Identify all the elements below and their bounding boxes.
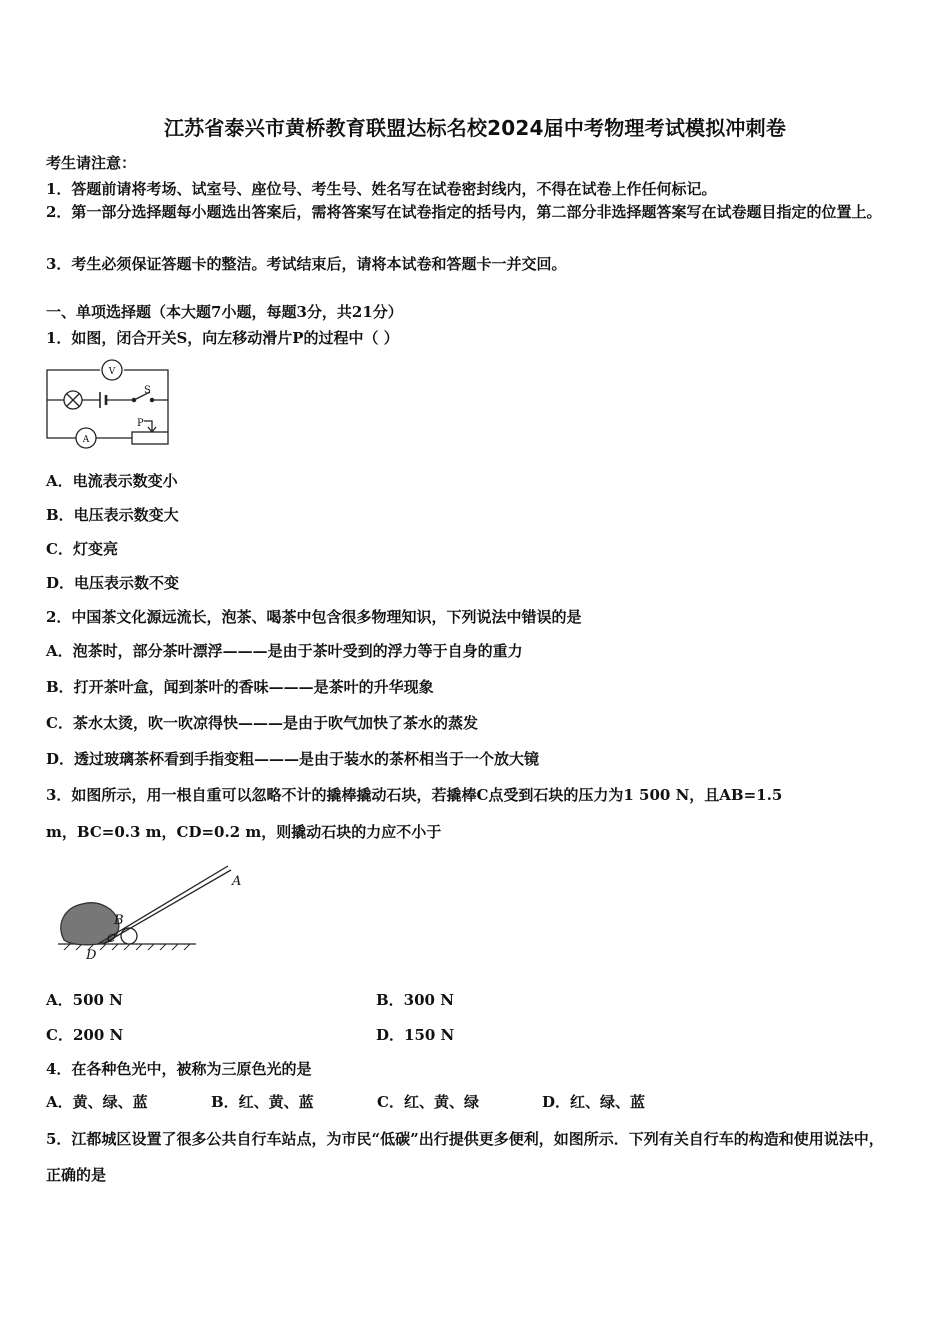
point-b-label: B — [114, 913, 124, 928]
lever-bar — [98, 866, 228, 944]
option-d: D．红、绿、蓝 — [542, 1093, 646, 1111]
option-d: D．电压表示数不变 — [46, 574, 180, 592]
switch-label: S — [144, 385, 151, 396]
notice-item: 1．答题前请将考场、试室号、座位号、考生号、姓名写在试卷密封线内，不得在试卷上作任何标记。 — [46, 180, 717, 198]
point-c-label: C — [107, 932, 116, 945]
option-c: C．200 N — [46, 1026, 124, 1044]
question-stem: 5．江都城区设置了很多公共自行车站点，为市民“低碳”出行提供更多便利，如图所示．下列有关自行车的构造和使用说法中，正确的是 — [46, 1130, 884, 1184]
question-stem: 2．中国茶文化源远流长，泡茶、喝茶中包含很多物理知识，下列说法中错误的是 — [46, 608, 582, 626]
option-d: D．透过玻璃茶杯看到手指变粗———是由于装水的茶杯相当于一个放大镜 — [46, 750, 540, 768]
option-a: A．泡茶时，部分茶叶漂浮———是由于茶叶受到的浮力等于自身的重力 — [46, 642, 523, 660]
option-b: B．电压表示数变大 — [46, 506, 179, 524]
circuit-diagram — [44, 358, 174, 450]
rheostat-icon — [132, 432, 168, 444]
ammeter-label: A — [82, 435, 90, 445]
option-d: D．150 N — [376, 1026, 455, 1044]
notice-item: 3．考生必须保证答题卡的整洁。考试结束后，请将本试卷和答题卡一并交回。 — [46, 255, 567, 273]
option-b: B．300 N — [376, 991, 454, 1009]
question-stem: 3．如图所示，用一根自重可以忽略不计的撬棒撬动石块，若撬棒C点受到石块的压力为1 500 N，且AB=1.5 — [46, 786, 783, 804]
option-c: C．茶水太烫，吹一吹凉得快———是由于吹气加快了茶水的蒸发 — [46, 714, 478, 732]
notice-item: 2．第一部分选择题每小题选出答案后，需将答案写在试卷指定的括号内，第二部分非选择题答案写在试卷题目指定的位置上。 — [46, 203, 882, 221]
option-c: C．红、黄、绿 — [377, 1093, 479, 1111]
option-c: C．灯变亮 — [46, 540, 118, 558]
option-a: A．500 N — [46, 991, 123, 1009]
slider-label: P — [137, 418, 144, 429]
point-d-label: D — [86, 948, 97, 963]
option-a: A．黄、绿、蓝 — [46, 1093, 148, 1111]
question-stem: 4．在各种色光中，被称为三原色光的是 — [46, 1060, 312, 1078]
option-b: B．红、黄、蓝 — [211, 1093, 314, 1111]
notice-heading: 考生请注意： — [46, 154, 137, 172]
voltmeter-label: V — [108, 367, 116, 377]
option-a: A．电流表示数变小 — [46, 472, 178, 490]
point-a-label: A — [232, 874, 242, 889]
option-b: B．打开茶叶盒，闻到茶叶的香味———是茶叶的升华现象 — [46, 678, 434, 696]
lever-diagram — [50, 860, 250, 964]
fulcrum-stone-icon — [121, 928, 137, 944]
question-stem-cont: m，BC=0.3 m，CD=0.2 m，则撬动石块的力应不小于 — [46, 823, 442, 841]
question-stem: 1．如图，闭合开关S，向左移动滑片P的过程中（ ） — [46, 329, 399, 347]
page-title: 江苏省泰兴市黄桥教育联盟达标名校2024届中考物理考试模拟冲刺卷 — [163, 116, 787, 140]
section-heading: 一、单项选择题（本大题7小题，每题3分，共21分） — [46, 303, 403, 321]
